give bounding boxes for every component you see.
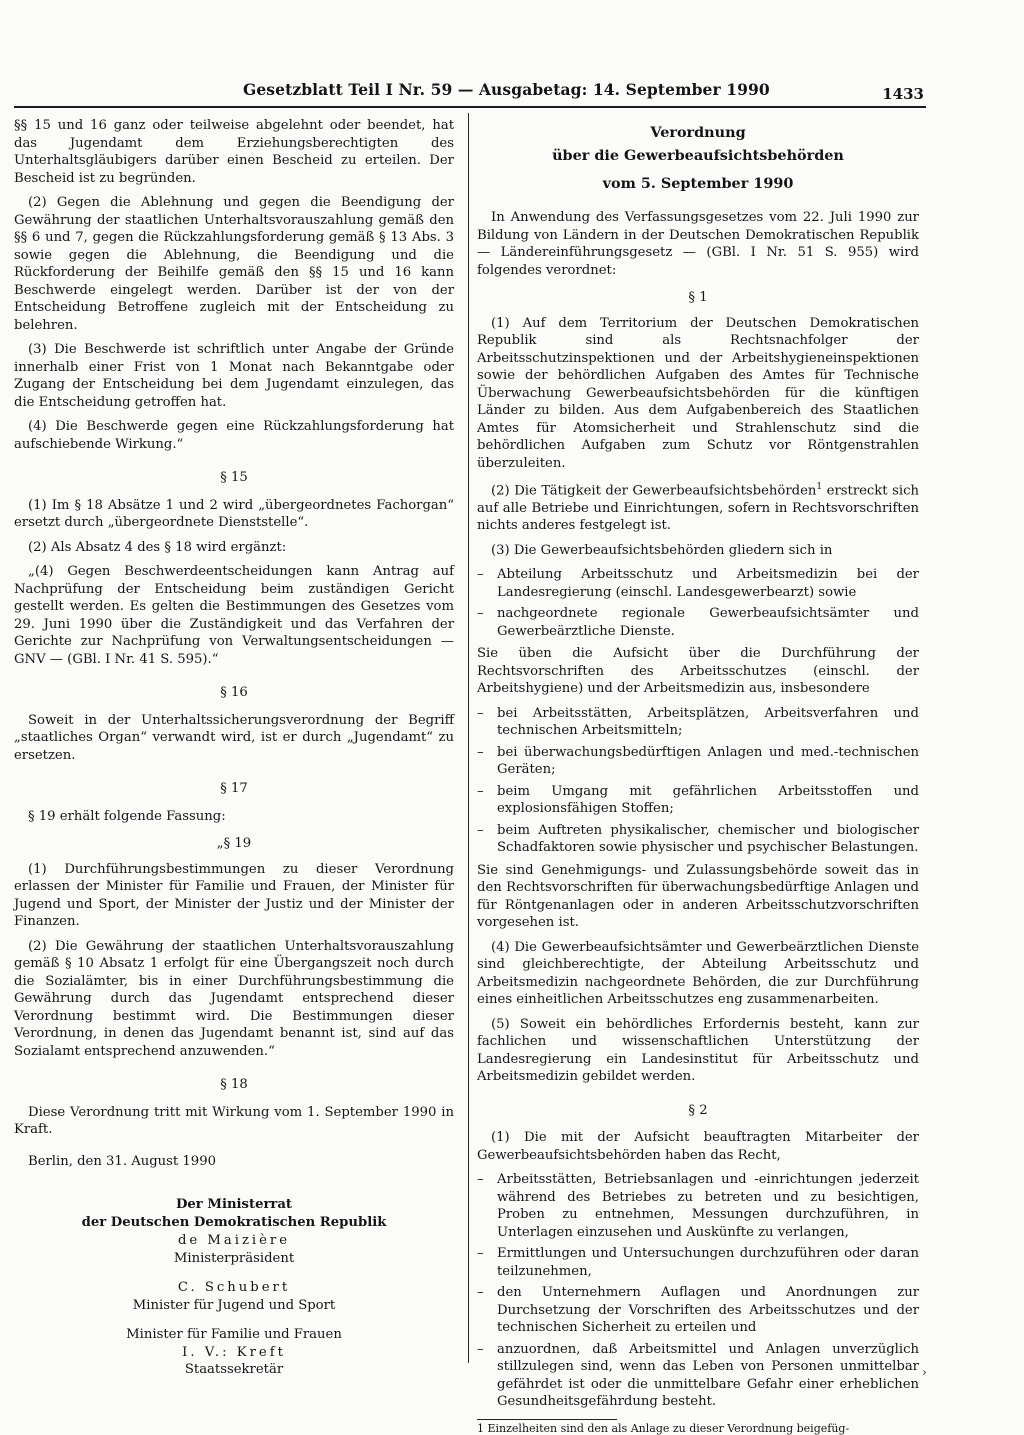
title-line: über die Gewerbeaufsichtsbehörden xyxy=(552,147,844,164)
list-item: – nachgeordnete regionale Gewerbeaufsichtsämter und Gewerbeärztliche Dienste. xyxy=(477,605,919,640)
signatory-role: Minister für Jugend und Sport xyxy=(132,1297,336,1313)
paragraph: (1) Die mit der Aufsicht beauftragten Mitarbeiter der Gewerbeaufsichtsbehörden haben das Recht, xyxy=(477,1130,919,1163)
list-item: – den Unternehmern Auflagen und Anordnungen zur Durchsetzung der Vorschriften des Arbeitsschutzes und der technischen Sicherheit zu erteilen und xyxy=(477,1284,919,1337)
continuation-arrow-icon: › xyxy=(922,1365,927,1379)
signatory-organization: der Deutschen Demokratischen Republik xyxy=(81,1215,387,1230)
paragraph: Sie sind Genehmigungs- und Zulassungsbehörde soweit das in den Rechtsvorschriften für überwachungsbedürftige Anlagen und für Röntgenanlagen oder in anderen Arbeitsschutzvorschriften vorgesehen ist. xyxy=(477,862,919,931)
list-item: – Arbeitsstätten, Betriebsanlagen und -einrichtungen jederzeit während des Betriebes zu betreten und zu besichtigen, Proben zu entnehmen, Messungen durchzuführen, in Unterlagen einzusehen und Auskünfte zu verlangen, xyxy=(477,1171,919,1241)
section-heading: „§ 19 xyxy=(216,836,252,851)
signatory-organization: Der Ministerrat xyxy=(175,1197,292,1212)
signatory-name: C. Schubert xyxy=(177,1280,291,1295)
paragraph-text: erstreckt sich auf alle Betriebe und Einrichtungen, sofern in Rechtsvorschriften nichts anderes festgelegt ist. xyxy=(477,483,919,534)
list-item: – Abteilung Arbeitsschutz und Arbeitsmedizin bei der Landesregierung (einschl. Landesgewerbearzt) sowie xyxy=(477,566,919,601)
list-item: – beim Auftreten physikalischer, chemischer und biologischer Schadfaktoren sowie physischer und psychischer Belastungen. xyxy=(477,822,919,857)
paragraph: In Anwendung des Verfassungsgesetzes vom 22. Juli 1990 zur Bildung von Ländern in der Deutschen Demokratischen Republik — Ländereinführungsgesetz — (GBl. I Nr. 51 S. 955) wird folgendes verordnet: xyxy=(477,210,919,278)
list-item: – beim Umgang mit gefährlichen Arbeitsstoffen und explosionsfähigen Stoffen; xyxy=(477,783,919,818)
paragraph-text: (2) Die Tätigkeit der Gewerbeaufsichtsbehörden xyxy=(491,483,817,499)
paragraph: (4) Die Beschwerde gegen eine Rückzahlungsforderung hat aufschiebende Wirkung.“ xyxy=(14,419,454,452)
running-head-title: Gesetzblatt Teil I Nr. 59 — Ausgabetag: 14. September 1990 xyxy=(243,80,770,99)
section-heading: § 17 xyxy=(220,781,248,796)
regulation-title xyxy=(477,121,919,195)
paragraph: (1) Auf dem Territorium der Deutschen Demokratischen Republik sind als Rechtsnachfolger der Arbeitsschutzinspektionen und der Arbeitshygieneinspektionen sowie der behördlichen Aufgaben des Amtes für Technische Überwachung Gewerbeaufsichtsbehörden für die künftigen Länder zu bilden. Aus dem Aufgabenbereich des Staatlichen Amtes für Atomsicherheit und Strahlenschutz sind die behördlichen Aufgaben zum Schutz vor Röntgenstrahlen überzuleiten. xyxy=(477,315,919,471)
paragraph: (3) Die Gewerbeaufsichtsbehörden gliedern sich in xyxy=(491,542,833,558)
header-rule xyxy=(14,106,926,108)
paragraph: (4) Die Gewerbeaufsichtsämter und Gewerbeärztlichen Dienste sind gleichberechtigte, der Abteilung Arbeitsschutz und Arbeitsmedizin nachgeordnete Behörden, die zur Durchführung eines einheitlichen Arbeitsschutzes eng zusammenarbeiten. xyxy=(477,939,919,1008)
title-date: vom 5. September 1990 xyxy=(602,175,794,192)
title-line: Verordnung xyxy=(650,124,746,141)
paragraph: §§ 15 und 16 ganz oder teilweise abgelehnt oder beendet, hat das Jugendamt dem Erziehungsberechtigten des Unterhaltsgläubigers darüber einen Bescheid zu erteilen. Der Bescheid ist zu begründen. xyxy=(14,118,454,186)
list-item: – Ermittlungen und Untersuchungen durchzuführen oder daran teilzunehmen, xyxy=(477,1245,919,1280)
list-item: – bei Arbeitsstätten, Arbeitsplätzen, Arbeitsverfahren und technischen Arbeitsmitteln; xyxy=(477,705,919,740)
section-heading: § 1 xyxy=(688,290,708,305)
place-date: Berlin, den 31. August 1990 xyxy=(28,1153,216,1169)
paragraph: (5) Soweit ein behördliches Erfordernis besteht, kann zur fachlichen und wissenschaftlichen Unterstützung der Landesregierung ein Landesinstitut für Arbeitsschutz und Arbeitsmedizin gebildet werden. xyxy=(477,1016,919,1085)
section-heading: § 16 xyxy=(220,685,248,700)
paragraph xyxy=(477,479,919,535)
dash-list xyxy=(477,1171,919,1411)
list-item: – bei überwachungsbedürftigen Anlagen und med.-technischen Geräten; xyxy=(477,744,919,779)
paragraph: Diese Verordnung tritt mit Wirkung vom 1. September 1990 in Kraft. xyxy=(14,1104,454,1137)
column-divider xyxy=(468,113,469,1363)
paragraph: Soweit in der Unterhaltssicherungsverordnung der Begriff „staatliches Organ“ verwandt wird, ist er durch „Jugendamt“ zu ersetzen. xyxy=(14,712,454,763)
paragraph: (2) Als Absatz 4 des § 18 wird ergänzt: xyxy=(28,539,287,555)
section-heading: § 18 xyxy=(220,1077,248,1092)
paragraph: Sie üben die Aufsicht über die Durchführung der Rechtsvorschriften des Arbeitsschutzes (einschl. der Arbeitshygiene) und der Arbeitsmedizin aus, insbesondere xyxy=(477,646,919,697)
paragraph: (1) Im § 18 Absätze 1 und 2 wird „übergeordnetes Fachorgan“ ersetzt durch „übergeordnete Dienststelle“. xyxy=(14,497,454,530)
paragraph: „(4) Gegen Beschwerdeentscheidungen kann Antrag auf Nachprüfung der Entscheidung beim zuständigen Gericht gestellt werden. Es gelten die Bestimmungen des Gesetzes vom 29. Juni 1990 über die Zuständigkeit und das Verfahren der Gerichte zur Nachprüfung von Verwaltungsentscheidungen — GNV — (GBl. I Nr. 41 S. 595).“ xyxy=(14,564,454,667)
paragraph: (2) Die Gewährung der staatlichen Unterhaltsvorauszahlung gemäß § 10 Absatz 1 erfolgt für eine Übergangszeit noch durch die Sozialämter, bis in einer Durchführungsbestimmung die Gewährung durch das Jugendamt entsprechend dieser Verordnung bestimmt wird. Die Bestimmungen dieser Verordnung, in denen das Jugendamt benannt ist, sind auf das Sozialamt entsprechend anzuwenden.“ xyxy=(14,938,454,1059)
paragraph: (1) Durchführungsbestimmungen zu dieser Verordnung erlassen der Minister für Familie und Frauen, der Minister für Jugend und Sport, der Minister der Justiz und der Minister der Finanzen. xyxy=(14,861,454,929)
list-item: – anzuordnen, daß Arbeitsmittel und Anlagen unverzüglich stillzulegen sind, wenn das Leben von Personen unmittelbar gefährdet ist oder die unmittelbare Gefahr einer erheblichen Gesundheitsgefährdung besteht. xyxy=(477,1341,919,1411)
signatory-role: Staatssekretär xyxy=(184,1362,284,1377)
signatory-role: Ministerpräsident xyxy=(173,1250,295,1266)
page-number: 1433 xyxy=(882,85,924,103)
section-heading: § 15 xyxy=(220,470,248,485)
footnote: 1 Einzelheiten sind den als Anlage zu dieser Verordnung beigefüg- xyxy=(477,1421,850,1435)
dash-list xyxy=(477,566,919,640)
signatory-name: de Maizière xyxy=(177,1233,291,1248)
signatory-name: I. V.: Kreft xyxy=(182,1344,286,1360)
paragraph: § 19 erhält folgende Fassung: xyxy=(28,808,226,824)
footnote-marker: 1 xyxy=(816,482,823,492)
footnote-rule xyxy=(477,1419,617,1420)
section-heading: § 2 xyxy=(688,1102,708,1118)
signatory-role: Minister für Familie und Frauen xyxy=(126,1327,342,1342)
paragraph: (3) Die Beschwerde ist schriftlich unter Angabe der Gründe innerhalb einer Frist von 1 Monat nach Bekanntgabe oder Zugang der Entscheidung bei dem Jugendamt einzulegen, das die Entscheidung getroffen hat. xyxy=(14,342,454,410)
dash-list xyxy=(477,705,919,857)
right-column xyxy=(477,117,919,1435)
paragraph: (2) Gegen die Ablehnung und gegen die Beendigung der Gewährung der staatlichen Unterhaltsvorauszahlung gemäß den §§ 6 und 7, gegen die Rückzahlungsforderung gemäß § 13 Abs. 3 sowie gegen die Ablehnung, die Beendigung und die Rückforderung der Beihilfe gemäß den §§ 15 und 16 kann Beschwerde eingelegt werden. Darüber ist der von der Entscheidung Betroffene zugleich mit der Entscheidung zu belehren. xyxy=(14,195,454,333)
left-column xyxy=(14,117,454,1379)
signature-block xyxy=(14,1196,454,1379)
